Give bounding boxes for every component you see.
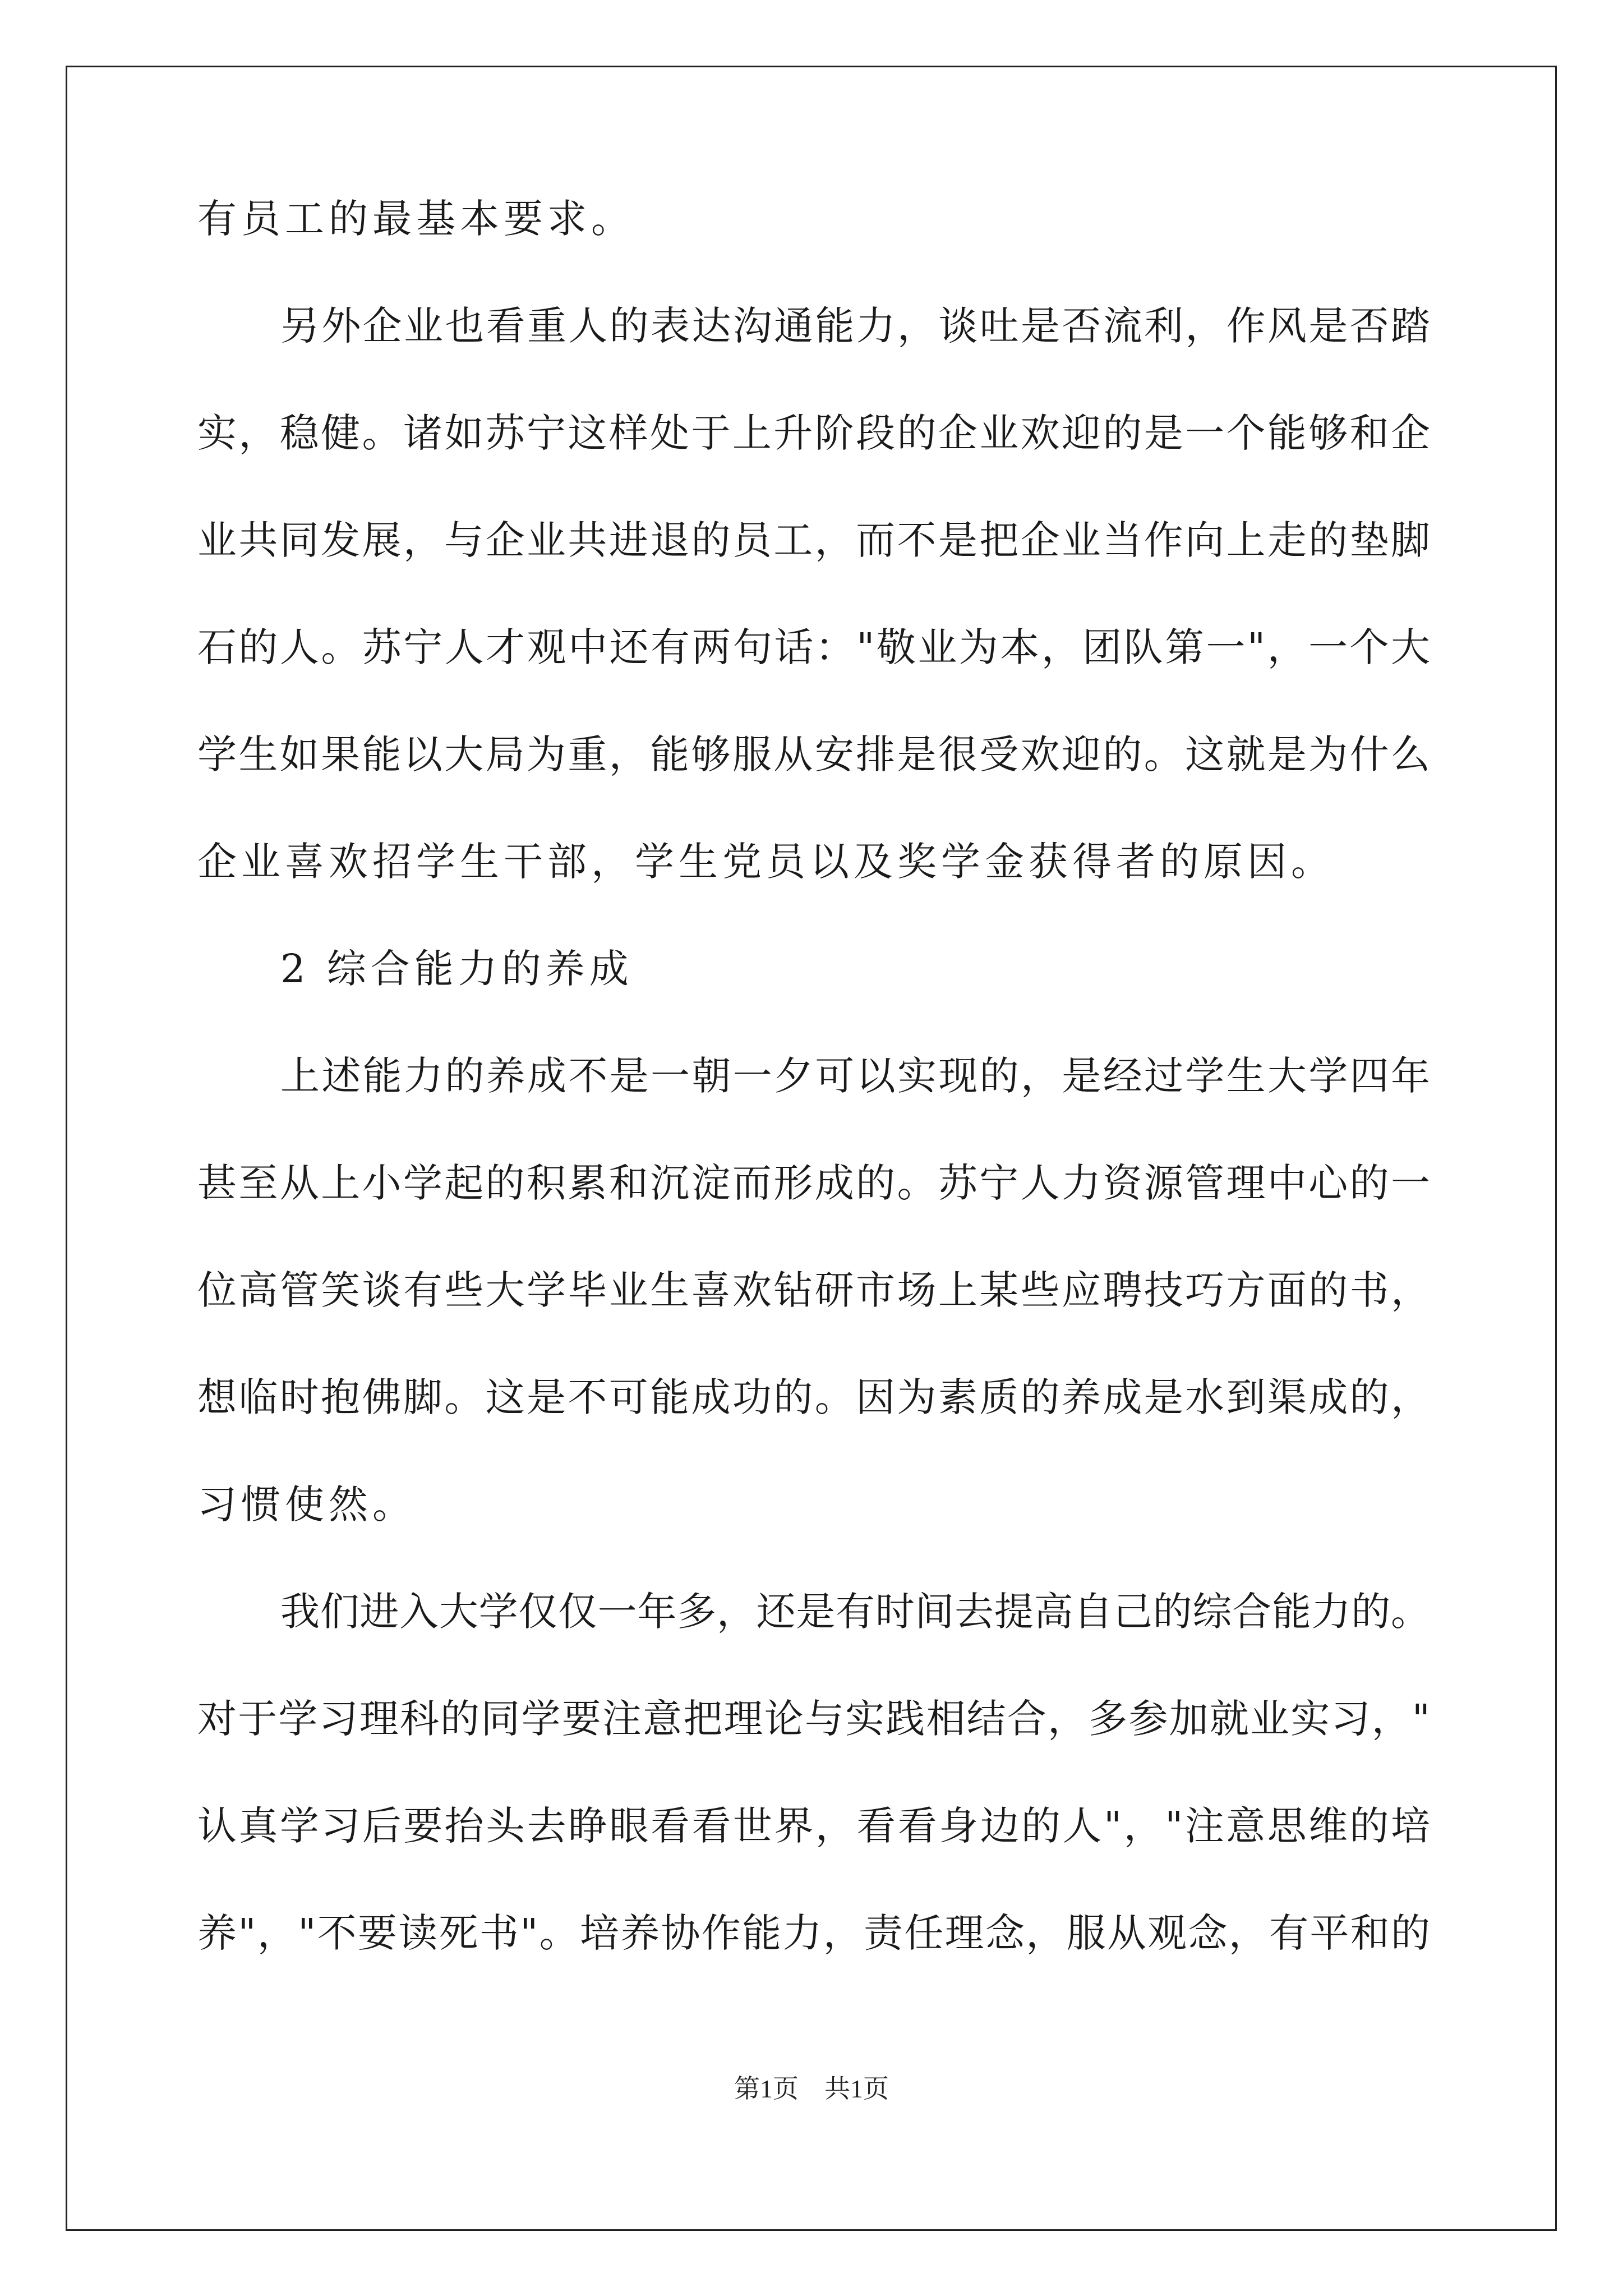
text-line: 想临时抱佛脚。这是不可能成功的。因为素质的养成是水到渠成的， — [197, 1374, 1430, 1420]
text-line: 另外企业也看重人的表达沟通能力，谈吐是否流利，作风是否踏 — [280, 303, 1430, 349]
text-line: 位高管笑谈有些大学毕业生喜欢钻研市场上某些应聘技巧方面的书， — [197, 1267, 1430, 1313]
text-line: 实，稳健。诸如苏宁这样处于上升阶段的企业欢迎的是一个能够和企 — [197, 410, 1430, 456]
text-line: 甚至从上小学起的积累和沉淀而形成的。苏宁人力资源管理中心的一 — [197, 1160, 1430, 1206]
text-line: 对于学习理科的同学要注意把理论与实践相结合，多参加就业实习，" — [197, 1696, 1430, 1742]
text-line: 习惯使然。 — [197, 1481, 416, 1527]
text-line: 我们进入大学仅仅一年多，还是有时间去提高自己的综合能力的。 — [280, 1589, 1430, 1635]
text-line: 认真学习后要抬头去睁眼看看世界，看看身边的人"，"注意思维的培 — [197, 1803, 1430, 1849]
section-heading: 2 综合能力的养成 — [280, 946, 633, 992]
text-line: 企业喜欢招学生干部，学生党员以及奖学金获得者的原因。 — [197, 839, 1335, 885]
text-line: 上述能力的养成不是一朝一夕可以实现的，是经过学生大学四年 — [280, 1053, 1430, 1099]
page-number-footer: 第1页 共1页 — [734, 2074, 889, 2103]
text-line: 有员工的最基本要求。 — [197, 196, 635, 242]
text-line: 业共同发展，与企业共进退的员工，而不是把企业当作向上走的垫脚 — [197, 517, 1430, 563]
text-line: 石的人。苏宁人才观中还有两句话："敬业为本，团队第一"，一个大 — [197, 624, 1430, 670]
text-line: 养"，"不要读死书"。培养协作能力，责任理念，服从观念，有平和的 — [197, 1910, 1430, 1956]
text-line: 学生如果能以大局为重，能够服从安排是很受欢迎的。这就是为什么 — [197, 731, 1430, 777]
